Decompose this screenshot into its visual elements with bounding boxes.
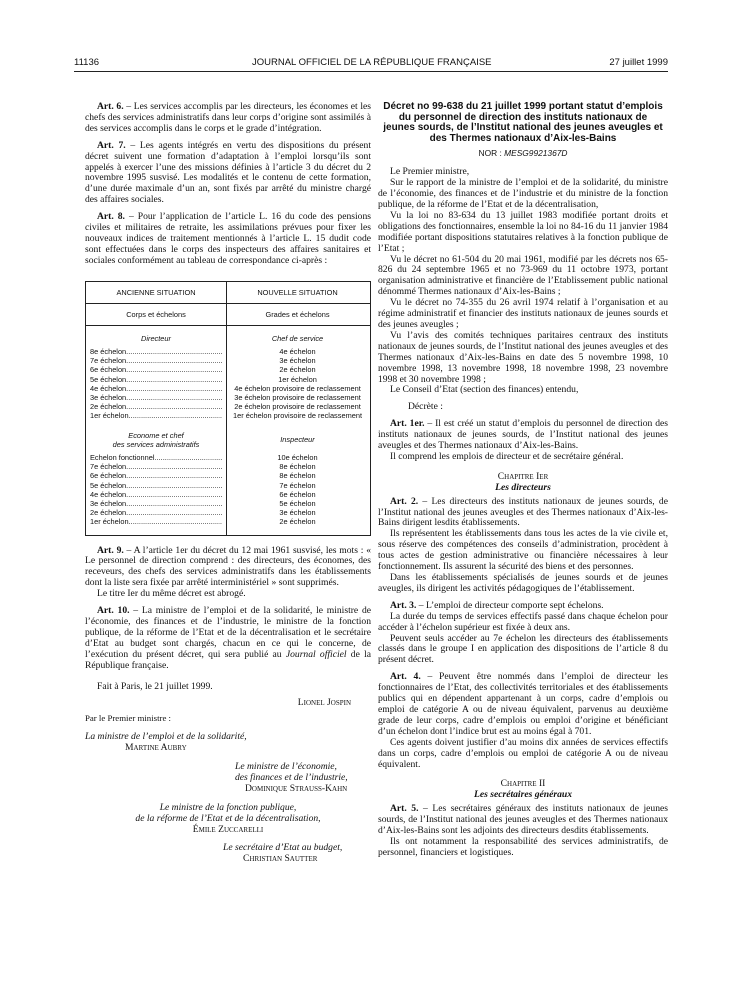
article-4: Art. 4. – Peuvent être nommés dans l’emploi de directeur les fonctionnaires de l’Etat, des collectivités territoriales et des établissements publics qui en dépendent appartenant à un corps, cadre d’emplois ou emploi de catégorie A ou de niveau équivalent, parvenus au deuxième grade de leur corps, cadre d’emplois ou emploi d’origine et bénéficiant d’un échelon dont l’indice brut est au moins égal à 701. [378, 671, 668, 737]
table-cell-old: 5e échelon ..... [90, 481, 222, 490]
signature-2-name: Dominique Strauss-Kahn [245, 782, 348, 794]
table-row [86, 393, 370, 402]
table-cell-new: 3e échelon [279, 508, 316, 518]
article-2: Art. 2. – Les directeurs des instituts nationaux de jeunes sourds, de l’Institut national des jeunes aveugles et des Thermes nationaux d’Aix-les-Bains dirigent lesdits établissements. [378, 495, 668, 529]
journal-title: JOURNAL OFFICIEL DE LA RÉPUBLIQUE FRANÇAISE [252, 57, 492, 68]
table-cell-old: 1er échelon ..... [90, 517, 222, 526]
table-cell-new: 10e échelon [277, 452, 318, 462]
table-row [86, 411, 370, 420]
chapter-1-title: Les directeurs [495, 481, 551, 493]
table-cell-old: 3e échelon ..... [90, 499, 222, 508]
header-rule [74, 71, 668, 72]
page-header [74, 57, 668, 71]
table-row [86, 402, 370, 411]
table-cell-old: 1er échelon ..... [90, 411, 222, 420]
table-row [86, 490, 370, 499]
article-1-paragraph: Il comprend les emplois de directeur et de secrétaire général. [390, 450, 624, 462]
done-at: Fait à Paris, le 21 juillet 1999. [97, 680, 213, 692]
signature-1-name: Martine Aubry [125, 742, 187, 754]
table-header-row [86, 282, 370, 304]
table-cell-new: 1er échelon [278, 374, 317, 384]
left-column [85, 102, 371, 865]
table-body-2 [86, 453, 370, 527]
visa-3: Vu le décret no 61-504 du 20 mai 1961, modifié par les décrets nos 65-826 du 24 septembre 1965 et no 73-969 du 11 octobre 1973, portant organisation administrative et financière de l’Etablissement public national dénommé Thermes nationaux d’Aix-les-Bains ; [378, 253, 668, 298]
table-cell-new: 8e échelon [279, 471, 316, 481]
table-body-1 [86, 347, 370, 421]
table-cell-old: 5e échelon ..... [90, 375, 222, 384]
table-row [86, 453, 370, 462]
visa-2: Vu la loi no 83-634 du 13 juillet 1983 modifiée portant droits et obligations des fonctionnaires, ensemble la loi no 84-16 du 11 janvier 1984 modifiée portant dispositions statutaires relatives à la fonction publique de l’Etat ; [378, 209, 668, 254]
article-5-paragraph-b: Ils ont notamment la responsabilité des services administratifs, de personnel, financiers et logistiques. [378, 835, 668, 858]
table-cell-new: 2e échelon provisoire de reclassement [234, 402, 361, 412]
chapter-1: Chapitre Ier [497, 470, 549, 482]
table-row [86, 471, 370, 480]
table-cell-new: 2e échelon [279, 365, 316, 375]
article-8: Art. 8. – Pour l’application de l’article L. 16 du code des pensions civiles et militaires de retraite, les assimilations prévues pour fixer les nouveaux indices de traitement mentionnés à l’article L. 15 dudit code sont effectuées dans le corps des inspecteurs des affaires sanitaires et sociales conformément au tableau de correspondance ci-après : [85, 211, 372, 266]
signature-3-title: Le ministre de la fonction publique, de la réforme de l’Etat et de la décentralisation, [135, 801, 321, 824]
table-subheader-old: Corps et échelons [86, 304, 227, 325]
visa-4: Vu le décret no 74-355 du 26 avril 1974 relatif à l’organisation et au régime administratif et financier des instituts nationaux de jeunes sourds et des jeunes aveugles ; [378, 297, 668, 330]
nor-reference: NOR : MESG9921367D [478, 148, 568, 159]
visa-1: Sur le rapport de la ministre de l’emploi et de la solidarité, du ministre de l’économie, des finances et de l’industrie et du ministre de la fonction publique, de la réforme de l’Etat et de la décentralisation, [378, 177, 668, 210]
right-column [378, 102, 668, 859]
table-cell-old: 4e échelon ..... [90, 490, 222, 499]
signature-3-name: Émile Zuccarelli [192, 823, 264, 835]
table-row [86, 375, 370, 384]
table-row [86, 517, 370, 526]
pm-signature: Lionel Jospin [297, 697, 351, 709]
table-cell-new: 3e échelon provisoire de reclassement [234, 392, 361, 402]
signature-4-title: Le secrétaire d’Etat au budget, [223, 842, 343, 854]
table-cell-new: 4e échelon [279, 346, 316, 356]
table-cell-old: 6e échelon ..... [90, 365, 222, 374]
article-2-paragraph-b: Ils représentent les établissements dans tous les actes de la vie civile et, sous réserve des compétences des conseils d’administration, procèdent à tous actes de gestion administrative ou financière nécessaires à leur fonctionnement. Ils assurent la sécurité des biens et des personnes. [378, 528, 668, 573]
table-cell-new: 3e échelon [279, 356, 316, 366]
table-row [86, 481, 370, 490]
decrete: Décrète : [408, 401, 443, 413]
table-row [86, 356, 370, 365]
signature-1-title: La ministre de l’emploi et de la solidarité, [85, 731, 247, 743]
correspondence-table [85, 281, 371, 536]
table-row [86, 347, 370, 356]
table-cell-old: 4e échelon ..... [90, 384, 222, 393]
article-10: Art. 10. – La ministre de l’emploi et de la solidarité, le ministre de l’économie, des finances et de l’industrie, le ministre de la fonction publique, de la réforme de l’Etat et de la décentralisation et le secrétaire d’Etat au budget sont chargés, chacun en ce qui le concerne, de l’exécution du présent décret, qui sera publié au Journal officiel de la République française. [85, 605, 372, 671]
table-cell-new: 7e échelon [279, 480, 316, 490]
table-cell-old: 7e échelon ..... [90, 462, 222, 471]
article-4-paragraph-b: Ces agents doivent justifier d’au moins dix années de services effectifs dans un corps, cadre d’emplois ou emploi de catégorie A ou de niveau équivalent. [378, 736, 668, 770]
table-header-new: NOUVELLE SITUATION [257, 287, 338, 297]
table-row [86, 508, 370, 517]
article-5: Art. 5. – Les secrétaires généraux des instituts nationaux de jeunes sourds, de l’Institut national des jeunes aveugles et des Thermes nationaux d’Aix-les-Bains sont les adjoints des directeurs desdits établissements. [378, 803, 668, 837]
table-cell-old: Echelon fonctionnel ..... [90, 453, 222, 462]
page-number: 11136 [74, 57, 100, 68]
table-row [86, 462, 370, 471]
decree-title: Décret no 99-638 du 21 juillet 1999 portant statut d’emplois du personnel de direction des instituts nationaux de jeunes sourds, de l’Institut national des jeunes aveugles et des Thermes nationaux d’Aix-les-Bains [383, 101, 663, 144]
table-cell-old: 3e échelon ..... [90, 393, 222, 402]
visa-5: Vu l’avis des comités techniques paritaires centraux des instituts nationaux de jeunes sourds, de l’Institut national des jeunes aveugles et des Thermes nationaux d’Aix-les-Bains en date des 5 novembre 1998, 10 novembre 1998, 13 novembre 1998, 18 novembre 1998, 23 novembre 1998 et 30 novembre 1998 ; [378, 329, 668, 385]
article-3-paragraph-c: Peuvent seuls accéder au 7e échelon les directeurs des établissements classés dans le groupe I en application des dispositions de l’article 8 du présent décret. [378, 632, 668, 666]
table-cell-new: 4e échelon provisoire de reclassement [234, 383, 361, 393]
table-section-2: Econome et chef des services administratifs Inspecteur [86, 421, 370, 453]
table-cell-old: 2e échelon ..... [90, 508, 222, 517]
signature-4-name: Christian Sautter [243, 853, 318, 865]
header-date: 27 juillet 1999 [609, 57, 668, 68]
table-section-1: Directeur Chef de service [86, 326, 370, 347]
table-cell-new: 6e échelon [279, 489, 316, 499]
article-7: Art. 7. – Les agents intégrés en vertu des dispositions du présent décret suivent une formation d’adaptation à l’emploi lorsqu’ils sont appelés à exercer l’une des missions définies à l’article 3 du décret du 2 novembre 1995 susvisé. Les modalités et le contenu de cette formation, d’une durée maximale d’un an, sont fixés par arrêté du ministre chargé des affaires sociales. [85, 139, 371, 206]
table-row [86, 365, 370, 374]
article-3: Art. 3. – L’emploi de directeur comporte sept échelons. [390, 599, 604, 611]
article-1: Art. 1er. – Il est créé un statut d’emplois du personnel de direction des instituts nationaux de jeunes sourds, de l’Institut national des jeunes aveugles et des Thermes nationaux d’Aix-les-Bains. [378, 418, 668, 452]
table-cell-new: 8e échelon [279, 462, 316, 472]
article-9-paragraph: Le titre Ier du même décret est abrogé. [97, 588, 246, 600]
prime-minister: Le Premier ministre, [390, 166, 470, 178]
table-subheader-row [86, 304, 370, 326]
chapter-2-title: Les secrétaires généraux [473, 789, 573, 801]
article-9: Art. 9. – A l’article 1er du décret du 12 mai 1961 susvisé, les mots : « Le personnel de direction comprend : des directeurs, des économes, des receveurs, des chefs des services administratifs dans les établissements dont la liste sera fixée par arrêté interministériel » sont supprimés. [85, 544, 371, 589]
table-cell-new: 2e échelon [279, 517, 316, 527]
visa-6: Le Conseil d’Etat (section des finances) entendu, [390, 384, 579, 396]
pm-intro: Par le Premier ministre : [85, 713, 171, 724]
signature-2-title: Le ministre de l’économie, des finances et de l’industrie, [235, 761, 348, 783]
table-cell-new: 5e échelon [279, 498, 316, 508]
article-6: Art. 6. – Les services accomplis par les directeurs, les économes et les chefs des services administratifs dans leur corps d’origine sont assimilés à des services accomplis dans le corps et le grade d’intégration. [85, 101, 371, 134]
table-cell-old: 7e échelon ..... [90, 356, 222, 365]
table-cell-old: 2e échelon ..... [90, 402, 222, 411]
article-2-paragraph-c: Dans les établissements spécialisés de jeunes sourds et de jeunes aveugles, ils dirigent les activités pédagogiques de l’établissement. [378, 572, 668, 594]
chapter-2: Chapitre II [500, 778, 546, 790]
table-cell-old: 8e échelon ..... [90, 347, 222, 356]
table-row [86, 499, 370, 508]
table-cell-old: 6e échelon ..... [90, 471, 222, 480]
table-header-old: ANCIENNE SITUATION [86, 282, 227, 303]
table-cell-new: 1er échelon provisoire de reclassement [233, 411, 362, 421]
table-subheader-new: Grades et échelons [265, 309, 330, 319]
article-3-paragraph-b: La durée du temps de services effectifs passé dans chaque échelon pour accéder à l’échelon supérieur est fixée à deux ans. [378, 610, 668, 633]
table-row [86, 384, 370, 393]
